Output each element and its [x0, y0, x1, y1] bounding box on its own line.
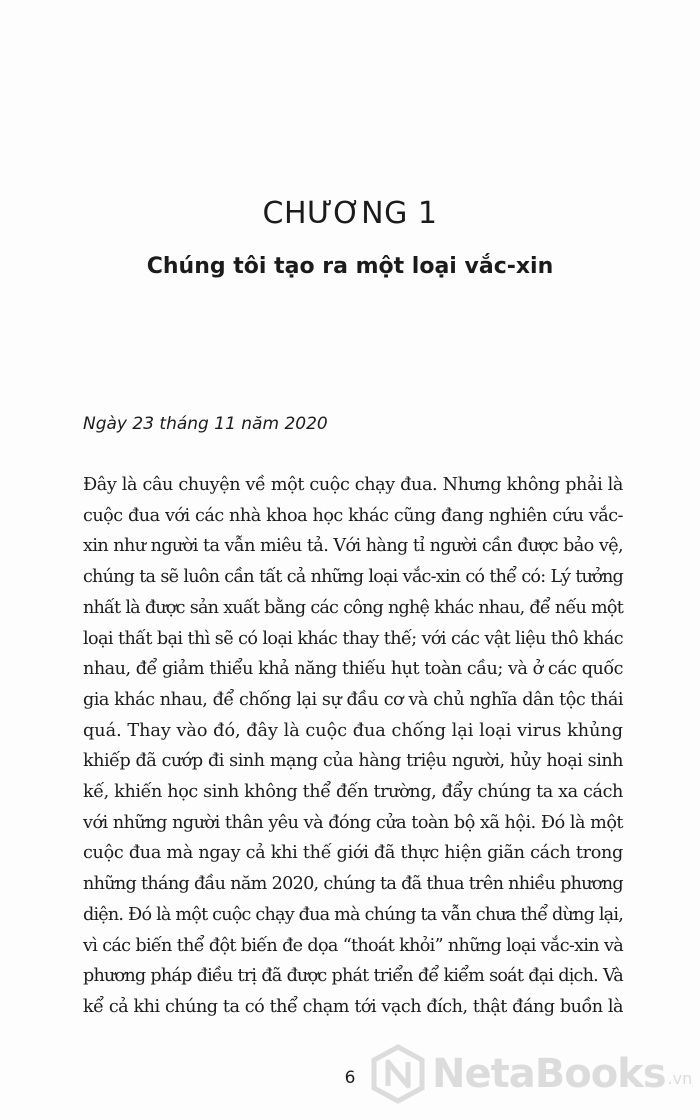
netabooks-watermark: [368, 1034, 698, 1114]
body-line: Đây là câu chuyện về một cuộc chạy đua. Nhưng không phải là: [83, 475, 623, 495]
body-line: cuộc đua với các nhà khoa học khác cũng đang nghiên cứu vắc-: [83, 505, 623, 526]
date-line: Ngày 23 tháng 11 năm 2020: [83, 414, 328, 434]
body-paragraph: [83, 470, 623, 1023]
watermark-brand: NetaBooks: [432, 1051, 666, 1097]
chapter-label: CHƯƠNG 1: [262, 196, 438, 231]
watermark-suffix: .vn: [667, 1069, 693, 1088]
body-line: kế, khiến học sinh không thể đến trường, đẩy chúng ta xa cách: [83, 782, 623, 803]
netabooks-logo-icon: [368, 1044, 428, 1104]
body-line: nhau, để giảm thiểu khả năng thiếu hụt toàn cầu; và ở các quốc: [83, 659, 623, 680]
body-line: nhất là được sản xuất bằng các công nghệ khác nhau, để nếu một: [83, 597, 623, 618]
body-line: gia khác nhau, để chống lại sự đầu cơ và chủ nghĩa dân tộc thái: [83, 689, 623, 710]
body-line: khiếp đã cướp đi sinh mạng của hàng triệu người, hủy hoại sinh: [83, 751, 623, 772]
body-line: loại thất bại thì sẽ có loại khác thay thế; với các vật liệu thô khác: [83, 628, 623, 649]
body-line: xin như người ta vẫn miêu tả. Với hàng tỉ người cần được bảo vệ,: [83, 536, 623, 557]
body-line: phương pháp điều trị đã được phát triển để kiểm soát đại dịch. Và: [83, 966, 623, 987]
body-line: với những người thân yêu và đóng cửa toàn bộ xã hội. Đó là một: [83, 812, 623, 833]
body-line: cuộc đua mà ngay cả khi thế giới đã thực hiện giãn cách trong: [83, 843, 623, 864]
body-line: vì các biến thể đột biến đe dọa “thoát khỏi” những loại vắc-xin và: [83, 935, 623, 956]
body-line: kể cả khi chúng ta có thể chạm tới vạch đích, thật đáng buồn là: [83, 996, 623, 1017]
body-line: diện. Đó là một cuộc chạy đua mà chúng ta vẫn chưa thể dừng lại,: [83, 904, 623, 925]
body-line: quá. Thay vào đó, đây là cuộc đua chống lại loại virus khủng: [83, 720, 623, 741]
chapter-title: Chúng tôi tạo ra một loại vắc-xin: [146, 254, 554, 279]
body-line: những tháng đầu năm 2020, chúng ta đã thua trên nhiều phương: [83, 874, 623, 895]
body-line: chúng ta sẽ luôn cần tất cả những loại vắc-xin có thể có: Lý tưởng: [83, 567, 623, 588]
page-number: 6: [344, 1068, 356, 1088]
